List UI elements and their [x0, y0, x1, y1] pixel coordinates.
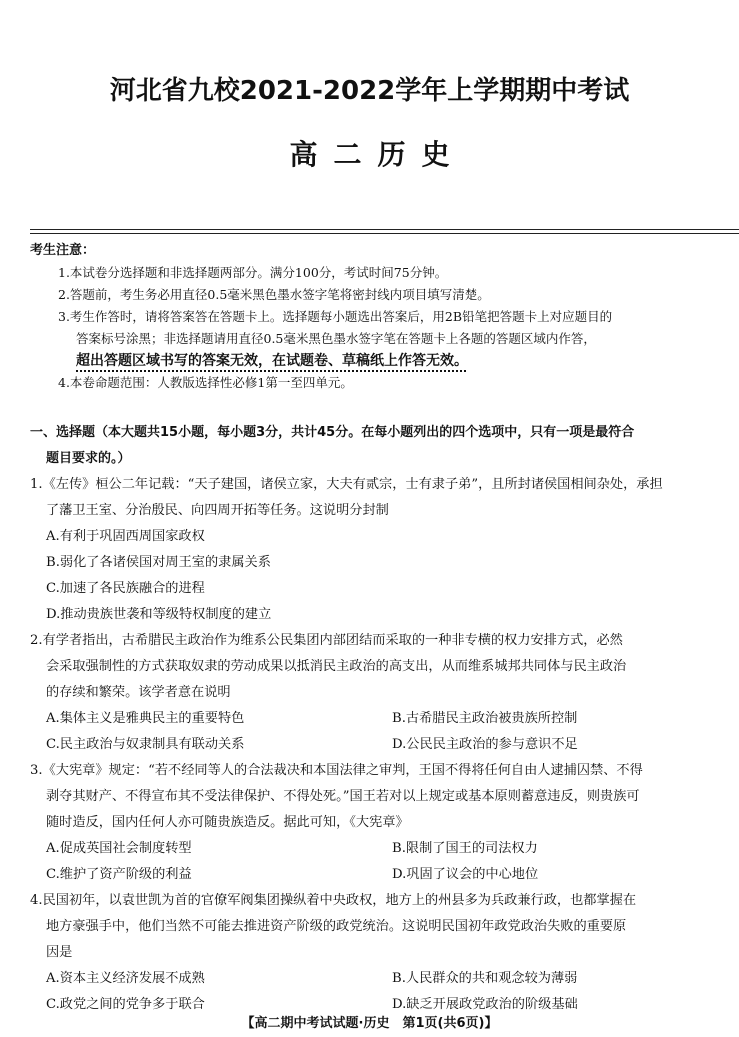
option-b: B.限制了国王的司法权力 [392, 841, 538, 856]
question-stem: 的存续和繁荣。该学者意在说明 [46, 685, 231, 700]
notice-title: 考生注意： [30, 243, 96, 258]
option-c: C.维护了资产阶级的利益 [46, 867, 192, 882]
page-footer: 【高二期中考试试题·历史 第1页(共6页)】 [241, 1016, 498, 1031]
option-c: C.民主政治与奴隶制具有联动关系 [46, 737, 245, 752]
question-stem: 因是 [46, 945, 73, 960]
section-heading-line1: 一、选择题（本大题共15小题，每小题3分，共计45分。在每小题列出的四个选项中，只有一项是最符合 [30, 425, 635, 440]
notice-item-1: 1.本试卷分选择题和非选择题两部分。满分100分，考试时间75分钟。 [58, 265, 448, 280]
exam-subject: 高二历史 [289, 138, 466, 171]
option-row [30, 706, 722, 732]
notice-emphasis-text: 超出答题区域书写的答案无效，在试题卷、草稿纸上作答无效。 [76, 353, 468, 369]
top-rule-second [30, 233, 739, 234]
question-stem: 随时造反，国内任何人亦可随贵族造反。据此可知，《大宪章》 [46, 815, 409, 830]
question-stem: 了藩卫王室、分治殷民、向四周开拓等任务。这说明分封制 [46, 503, 389, 518]
notice-block [30, 240, 720, 394]
option-d: D.巩固了议会的中心地位 [392, 867, 539, 882]
top-rule [30, 229, 739, 230]
option-row [30, 966, 722, 992]
question-1 [30, 472, 722, 628]
notice-emphasis [30, 350, 720, 372]
section-heading-line2: 题目要求的。） [46, 451, 131, 466]
option-b: B.古希腊民主政治被贵族所控制 [392, 711, 578, 726]
option-b: B.人民群众的共和观念较为薄弱 [392, 971, 578, 986]
option-a: A.促成英国社会制度转型 [46, 841, 192, 856]
option-d: D.缺乏开展政党政治的阶级基础 [392, 997, 578, 1012]
option-d: D.公民民主政治的参与意识不足 [392, 737, 578, 752]
question-stem: 3.《大宪章》规定：“若不经同等人的合法裁决和本国法律之审判，王国不得将任何自由人逮捕囚禁、不得 [30, 763, 643, 778]
option-row [30, 732, 722, 758]
question-stem: 地方豪强手中，他们当然不可能去推进资产阶级的政党统治。这说明民国初年政党政治失败的重要原 [46, 919, 627, 934]
exam-title: 河北省九校2021-2022学年上学期期中考试 [109, 76, 630, 106]
option-a: A.集体主义是雅典民主的重要特色 [46, 711, 245, 726]
option-d: D.推动贵族世袭和等级特权制度的建立 [46, 607, 272, 622]
notice-item-3-cont: 答案标号涂黑；非选择题请用直径0.5毫米黑色墨水签字笔在答题卡上各题的答题区域内作答， [76, 331, 596, 346]
question-2 [30, 628, 722, 758]
question-stem: 1.《左传》桓公二年记载：“天子建国，诸侯立家，大夫有贰宗，士有隶子弟”，且所封诸侯国相间杂处，承担 [30, 477, 663, 492]
notice-item-3: 3.考生作答时，请将答案答在答题卡上。选择题每小题选出答案后，用2B铅笔把答题卡上对应题目的 [58, 309, 613, 324]
option-b: B.弱化了各诸侯国对周王室的隶属关系 [46, 555, 271, 570]
question-area [30, 420, 722, 1018]
option-c: C.加速了各民族融合的进程 [46, 581, 205, 596]
question-stem: 剥夺其财产、不得宣布其不受法律保护、不得处死。”国王若对以上规定或基本原则蓄意违反，则贵族可 [46, 789, 640, 804]
notice-item-4: 4.本卷命题范围：人教版选择性必修1第一至四单元。 [58, 375, 353, 390]
option-row [30, 836, 722, 862]
question-4 [30, 888, 722, 1018]
question-stem: 会采取强制性的方式获取奴隶的劳动成果以抵消民主政治的高支出，从而维系城邦共同体与民主政治 [46, 659, 627, 674]
option-a: A.资本主义经济发展不成熟 [46, 971, 205, 986]
notice-item-2: 2.答题前，考生务必用直径0.5毫米黑色墨水签字笔将密封线内项目填写清楚。 [58, 287, 490, 302]
section-heading [30, 420, 722, 472]
option-row [30, 862, 722, 888]
question-stem: 2.有学者指出，古希腊民主政治作为维系公民集团内部团结而采取的一种非专横的权力安排方式，必然 [30, 633, 623, 648]
option-c: C.政党之间的党争多于联合 [46, 997, 205, 1012]
option-a: A.有利于巩固西周国家政权 [46, 529, 205, 544]
question-stem: 4.民国初年，以袁世凯为首的官僚军阀集团操纵着中央政权，地方上的州县多为兵政兼行政，也都掌握在 [30, 893, 637, 908]
question-3 [30, 758, 722, 888]
